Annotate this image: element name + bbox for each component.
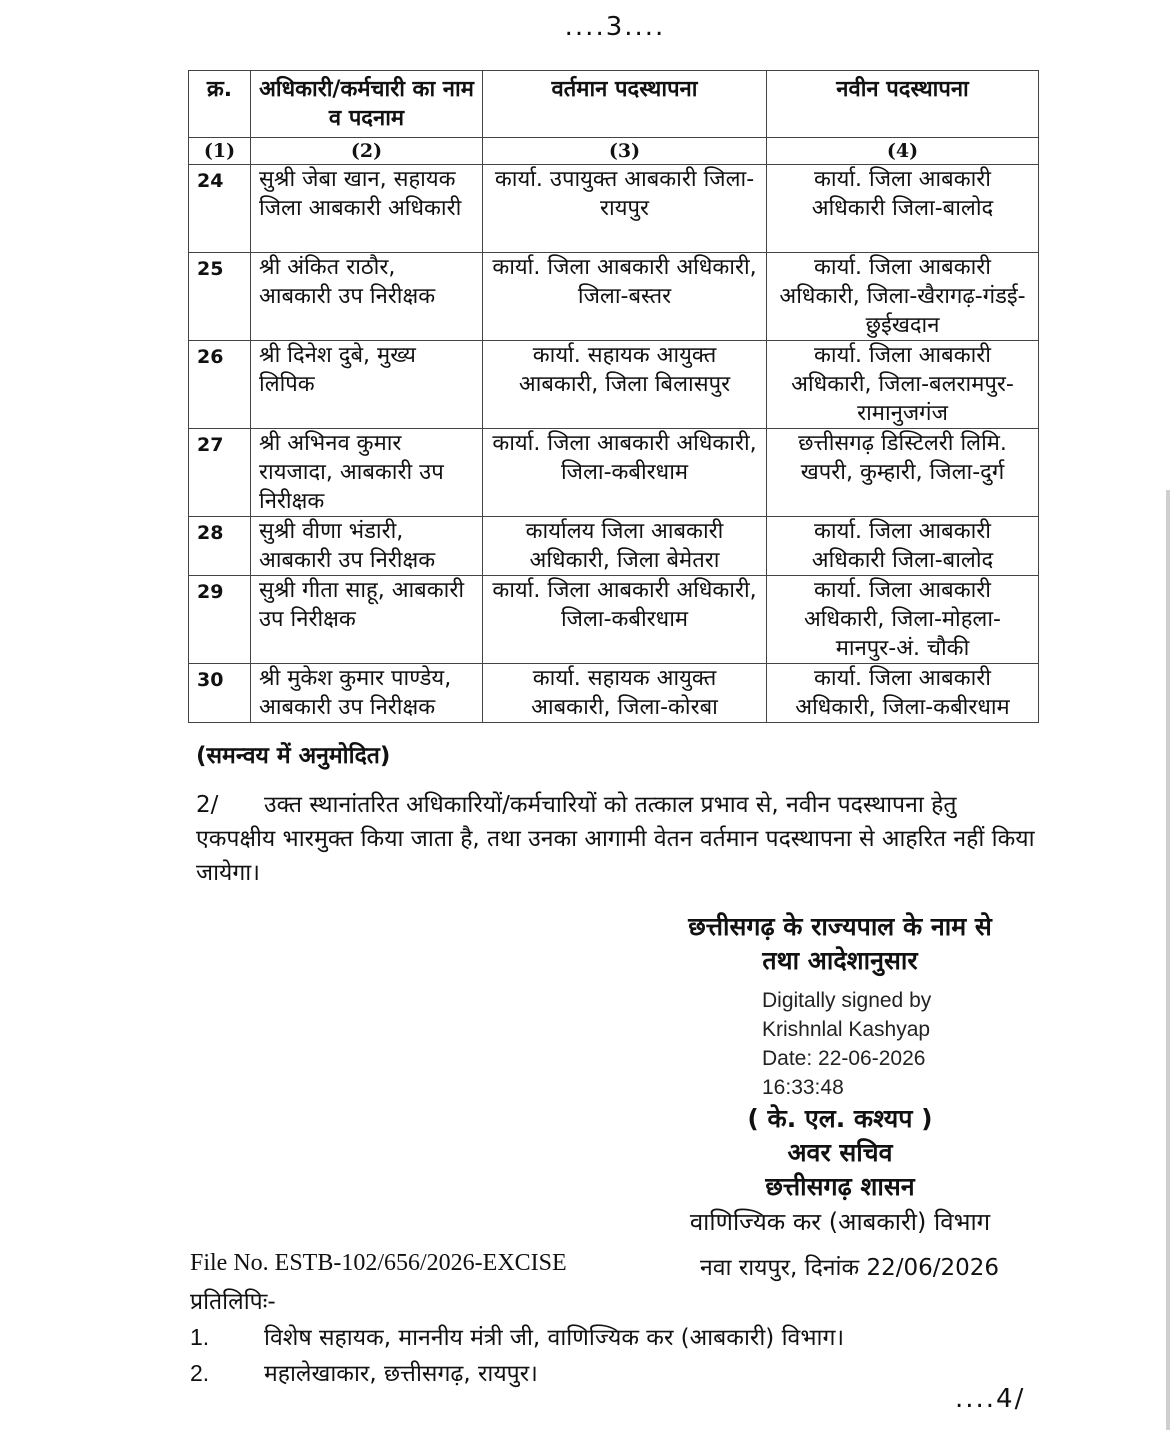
- name-cell: श्री दिनेश दुबे, मुख्य लिपिक: [251, 341, 483, 429]
- authority-block: [640, 910, 1040, 978]
- signature-date: Date: 22-06-2026: [762, 1047, 926, 1070]
- serial-cell: 29: [189, 576, 251, 664]
- col-number: (4): [767, 138, 1039, 165]
- name-cell: सुश्री गीता साहू, आबकारी उप निरीक्षक: [251, 576, 483, 664]
- new-posting-cell: कार्या. जिला आबकारी अधिकारी जिला-बालोद: [767, 517, 1039, 576]
- serial-cell: 25: [189, 253, 251, 341]
- table-row: [189, 517, 1039, 576]
- transfer-table: [188, 70, 1039, 723]
- copy-item: [190, 1356, 538, 1388]
- approval-note: (समन्वय में अनुमोदित): [196, 743, 391, 769]
- digital-signature: [762, 986, 931, 1102]
- new-posting-cell: कार्या. जिला आबकारी अधिकारी, जिला-मोहला-मानपुर-अं. चौकी: [767, 576, 1039, 664]
- name-cell: श्री अभिनव कुमार रायजादा, आबकारी उप निरीक्षक: [251, 429, 483, 517]
- serial-cell: 30: [189, 664, 251, 723]
- current-posting-cell: कार्या. उपायुक्त आबकारी जिला-रायपुर: [483, 165, 767, 253]
- header-serial: क्र.: [189, 71, 251, 138]
- current-posting-cell: कार्या. सहायक आयुक्त आबकारी, जिला बिलासपुर: [483, 341, 767, 429]
- current-posting-cell: कार्या. जिला आबकारी अधिकारी, जिला-कबीरधाम: [483, 429, 767, 517]
- file-number: File No. ESTB-102/656/2026-EXCISE: [190, 1250, 567, 1276]
- serial-cell: 27: [189, 429, 251, 517]
- officer-designation: अवर सचिव: [787, 1138, 893, 1167]
- table-row: [189, 341, 1039, 429]
- table-row: [189, 253, 1039, 341]
- new-posting-cell: कार्या. जिला आबकारी अधिकारी, जिला-कबीरधाम: [767, 664, 1039, 723]
- officer-block: [640, 1102, 1040, 1204]
- new-posting-cell: छत्तीसगढ़ डिस्टिलरी लिमि. खपरी, कुम्हारी, जिला-दुर्ग: [767, 429, 1039, 517]
- name-cell: श्री मुकेश कुमार पाण्डेय, आबकारी उप निरीक्षक: [251, 664, 483, 723]
- column-number-row: [189, 138, 1039, 165]
- signature-signer: Krishnlal Kashyap: [762, 1018, 931, 1041]
- page-number-top: ....3....: [564, 12, 666, 42]
- header-name-designation: अधिकारी/कर्मचारी का नाम व पदनाम: [251, 71, 483, 138]
- serial-cell: 26: [189, 341, 251, 429]
- serial-cell: 24: [189, 165, 251, 253]
- col-number: (3): [483, 138, 767, 165]
- name-cell: श्री अंकित राठौर, आबकारी उप निरीक्षक: [251, 253, 483, 341]
- order-paragraph: [196, 788, 1036, 890]
- table-row: [189, 165, 1039, 253]
- table-row: [189, 429, 1039, 517]
- name-cell: सुश्री जेबा खान, सहायक जिला आबकारी अधिकारी: [251, 165, 483, 253]
- copy-item-text: महालेखाकार, छत्तीसगढ़, रायपुर।: [264, 1361, 538, 1387]
- paragraph-number: 2/: [196, 792, 219, 818]
- current-posting-cell: कार्यालय जिला आबकारी अधिकारी, जिला बेमेतरा: [483, 517, 767, 576]
- signature-time: 16:33:48: [762, 1076, 844, 1099]
- col-number: (2): [251, 138, 483, 165]
- copy-item-number: 2.: [190, 1360, 210, 1386]
- table-header-row: [189, 71, 1039, 138]
- col-number: (1): [189, 138, 251, 165]
- copy-to-label: प्रतिलिपिः-: [190, 1289, 276, 1315]
- paragraph-text: उक्त स्थानांतरित अधिकारियों/कर्मचारियों को तत्काल प्रभाव से, नवीन पदस्थापना हेतु एकपक्षीय भारमुक्त किया जाता है, तथा उनका आगामी वेतन वर्तमान पदस्थापना से आहरित नहीं किया जायेगा।: [196, 792, 1035, 886]
- header-current-posting: वर्तमान पदस्थापना: [483, 71, 767, 138]
- place-date: नवा रायपुर, दिनांक 22/06/2026: [700, 1255, 1000, 1281]
- officer-government: छत्तीसगढ़ शासन: [765, 1172, 915, 1201]
- officer-name: ( के. एल. कश्यप ): [747, 1104, 933, 1133]
- authority-line-2: तथा आदेशानुसार: [762, 946, 918, 975]
- table-row: [189, 664, 1039, 723]
- name-cell: सुश्री वीणा भंडारी, आबकारी उप निरीक्षक: [251, 517, 483, 576]
- authority-line-1: छत्तीसगढ़ के राज्यपाल के नाम से: [688, 912, 992, 941]
- copy-item-text: विशेष सहायक, माननीय मंत्री जी, वाणिज्यिक कर (आबकारी) विभाग।: [264, 1325, 845, 1351]
- copy-item: [190, 1320, 844, 1352]
- copy-item-number: 1.: [190, 1324, 210, 1350]
- signature-line: Digitally signed by: [762, 989, 932, 1012]
- new-posting-cell: कार्या. जिला आबकारी अधिकारी, जिला-खैरागढ़-गंडई-छुईखदान: [767, 253, 1039, 341]
- current-posting-cell: कार्या. जिला आबकारी अधिकारी, जिला-बस्तर: [483, 253, 767, 341]
- scrollbar-track[interactable]: [1166, 490, 1170, 1430]
- current-posting-cell: कार्या. जिला आबकारी अधिकारी, जिला-कबीरधाम: [483, 576, 767, 664]
- officer-department: वाणिज्यिक कर (आबकारी) विभाग: [689, 1208, 991, 1236]
- serial-cell: 28: [189, 517, 251, 576]
- header-new-posting: नवीन पदस्थापना: [767, 71, 1039, 138]
- page-number-bottom: ....4/: [955, 1384, 1026, 1414]
- new-posting-cell: कार्या. जिला आबकारी अधिकारी जिला-बालोद: [767, 165, 1039, 253]
- current-posting-cell: कार्या. सहायक आयुक्त आबकारी, जिला-कोरबा: [483, 664, 767, 723]
- new-posting-cell: कार्या. जिला आबकारी अधिकारी, जिला-बलरामपुर-रामानुजगंज: [767, 341, 1039, 429]
- table-row: [189, 576, 1039, 664]
